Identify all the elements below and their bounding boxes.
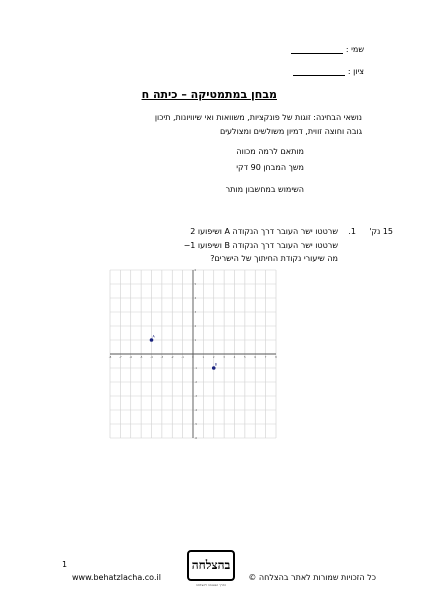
- y-tick-label: 6: [194, 269, 197, 272]
- x-tick-label: -7: [119, 356, 122, 359]
- grade-field: [290, 67, 364, 76]
- point-b: [212, 366, 216, 370]
- x-tick-label: 0: [192, 356, 194, 359]
- x-tick-label: 1: [202, 356, 205, 359]
- name-field: [288, 45, 364, 54]
- y-tick-label: -4: [194, 409, 198, 412]
- logo-text: בהצלחה: [187, 550, 235, 581]
- y-tick-label: 5: [194, 283, 197, 286]
- logo-tagline: הדרך הבטוחה להצלחה: [195, 583, 227, 587]
- exam-level: מותאם לרמה מכווה: [236, 147, 304, 156]
- y-tick-label: 2: [194, 325, 197, 328]
- y-tick-label: -1: [194, 367, 198, 370]
- y-tick-label: -3: [194, 395, 198, 398]
- x-tick-label: -8: [108, 356, 112, 359]
- question-number: 1.: [348, 227, 356, 236]
- question-line-1: שרטטו ישר העובר דרך הנקודה A ושיפועו 2: [190, 227, 338, 236]
- point-a: [150, 338, 154, 342]
- page-title: מבחן במתמטיקה – כיתה ח: [141, 88, 277, 101]
- question-points: 15 נק': [369, 227, 393, 236]
- grade-label: ציון :: [347, 67, 364, 76]
- x-tick-label: 7: [264, 356, 267, 359]
- y-tick-label: -2: [194, 381, 198, 384]
- x-tick-label: 6: [254, 356, 257, 359]
- x-tick-label: -3: [160, 356, 164, 359]
- exam-topics: נושאי הבחינה: זוגות של פונקציות, משוואות ואי שיוויונות, תיכון גובה וחוצה זווית, דמיון משולשים ומצולעים: [154, 113, 362, 136]
- grade-line: [293, 67, 345, 76]
- x-tick-label: 3: [223, 356, 225, 359]
- y-tick-label: -6: [194, 437, 198, 440]
- x-tick-label: -2: [170, 356, 174, 359]
- x-tick-label: 5: [244, 356, 246, 359]
- y-tick-label: 4: [194, 297, 197, 300]
- calculator-note: השימוש במחשבון מותר: [225, 185, 304, 194]
- x-tick-label: -1: [181, 356, 184, 359]
- point-label-a: A: [152, 334, 155, 339]
- y-tick-label: 1: [194, 339, 197, 342]
- x-tick-label: -6: [129, 356, 133, 359]
- logo: [187, 550, 235, 587]
- x-tick-label: -5: [139, 356, 143, 359]
- x-tick-label: 2: [212, 356, 215, 359]
- page-number: 1: [62, 560, 68, 569]
- name-line: [291, 45, 343, 54]
- copyright: כל הזכויות שמורות לאתר בהצלחה ©: [248, 573, 376, 582]
- website-link[interactable]: www.behatzlacha.co.il: [72, 573, 161, 582]
- question-line-2: שרטטו ישר העובר דרך הנקודה B ושיפועו 1−: [183, 241, 338, 250]
- name-label: שמי :: [345, 45, 364, 54]
- y-tick-label: -5: [194, 423, 198, 426]
- x-tick-label: 8: [275, 356, 277, 359]
- question-line-3: מה שיעורי נקודת החיתוך של הישרים?: [210, 254, 338, 263]
- x-tick-label: 4: [233, 356, 236, 359]
- x-tick-label: -4: [150, 356, 153, 359]
- point-label-b: B: [214, 362, 217, 367]
- coordinate-grid: [108, 268, 278, 440]
- y-tick-label: 3: [194, 311, 197, 314]
- exam-duration: משך המבחן 90 דקי: [236, 163, 304, 172]
